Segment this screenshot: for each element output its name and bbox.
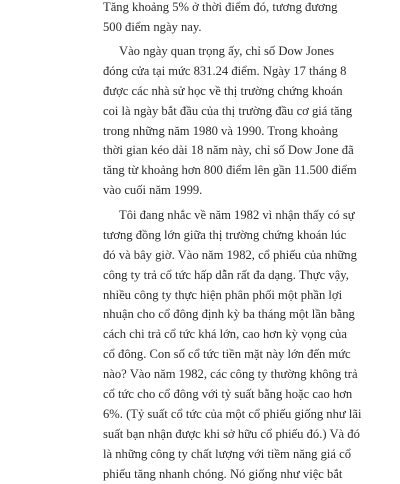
text-line: công ty trả cổ tức hấp dẫn rất đa dạng. Thực vậy, bbox=[103, 267, 349, 282]
text-line: coi là ngày bắt đầu của thị trường đầu cơ giá tăng bbox=[103, 103, 353, 118]
text-line: cách chi trả cổ tức khá lớn, cao hơn kỳ vọng của bbox=[103, 327, 347, 342]
paragraph-3 bbox=[103, 206, 361, 484]
paragraph-1 bbox=[103, 0, 337, 38]
text-line: đóng cửa tại mức 831.24 điểm. Ngày 17 tháng 8 bbox=[103, 63, 347, 78]
text-line: Tăng khoảng 5% ở thời điểm đó, tương đương bbox=[103, 0, 338, 14]
text-line: thời gian kéo dài 18 năm này, chỉ số Dow Jone đã bbox=[103, 143, 354, 158]
text-line: vào cuối năm 1999. bbox=[103, 183, 203, 198]
text-line: Vào ngày quan trọng ấy, chỉ số Dow Jones bbox=[119, 44, 334, 58]
text-line: 500 điểm ngày nay. bbox=[103, 19, 202, 34]
text-line: 6%. (Tỷ suất cổ tức của một cổ phiếu giống như lãi bbox=[103, 406, 362, 421]
text-line: nhuận cho cổ đông định kỳ ba tháng một lần bằng bbox=[103, 307, 355, 322]
text-line: được các nhà sử học về thị trường chứng khoán bbox=[103, 83, 343, 98]
text-line: nào? Vào năm 1982, các công ty thường không trả bbox=[103, 367, 358, 382]
text-line: trong những năm 1980 và 1990. Trong khoảng bbox=[103, 123, 338, 138]
text-line: suất bạn nhận được khi sở hữu cổ phiếu đó.) Và đó bbox=[103, 426, 360, 441]
text-line: tăng từ khoảng hơn 800 điểm lên gần 11.500 điểm bbox=[103, 163, 357, 178]
text-line: phiếu tăng nhanh chóng. Nó giống như việc bắt bbox=[103, 466, 343, 481]
text-line: đó và bây giờ. Vào năm 1982, cổ phiếu của những bbox=[103, 247, 357, 262]
text-line: tương đồng lớn giữa thị trường chứng khoán lúc bbox=[103, 227, 347, 242]
text-line: nhiều công ty thực hiện phân phối một phần lợi bbox=[103, 287, 343, 302]
text-line: cổ đông. Con số cổ tức tiền mặt này lớn đến mức bbox=[103, 347, 351, 362]
text-line: là những công ty chất lượng với tiềm năng giá cổ bbox=[103, 446, 352, 461]
paragraph-2 bbox=[103, 42, 357, 201]
text-line: Tôi đang nhắc về năm 1982 vì nhận thấy có sự bbox=[119, 208, 355, 222]
text-line: cổ tức cho cổ đông với tỷ suất bằng hoặc cao hơn bbox=[103, 387, 353, 402]
